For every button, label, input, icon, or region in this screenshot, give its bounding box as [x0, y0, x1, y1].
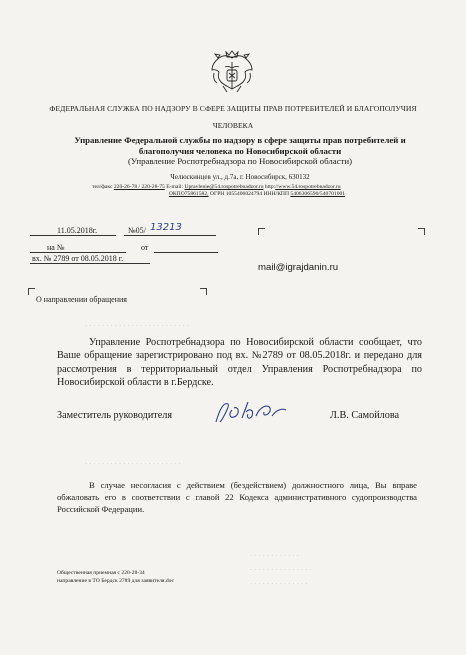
- signature-icon: [212, 396, 290, 428]
- email-label: E-mail:: [166, 184, 184, 190]
- phone-number: 220-26-78 / 220-28-75: [113, 184, 165, 190]
- date-underline: [30, 235, 116, 236]
- inn-value: 5406306590/540701001: [290, 191, 346, 197]
- requisites-line: [92, 191, 422, 197]
- email-link[interactable]: Upravlenie@54.rospotrebnadzor.ru: [184, 184, 264, 190]
- ghost-text: . . . . . . . . . . . . . . .: [250, 562, 312, 572]
- office-name: Управление Федеральной службы по надзору в сфере защиты прав потребителей и благополучия человека по Новосибирской области: [74, 135, 406, 156]
- letter-number-label: №05/: [128, 226, 146, 235]
- signer-name: Л.В. Самойлова: [330, 410, 400, 421]
- ref-number-label: на №: [47, 243, 65, 252]
- body-paragraph: Управление Роспотребнадзора по Новосибирской области сообщает, что Ваше обращение зарегистрировано под вх. №2789 от 08.05.2018г. и передано для рассмотрения в территориальный отдел Управления Роспотребнадзора по Новосибирской области в г.Бердске.: [57, 337, 422, 389]
- letter-body: [57, 336, 422, 390]
- contacts-line: [92, 183, 458, 191]
- subject-corner-tl: [28, 288, 35, 295]
- executor-line-1: Общественная приемная с 220-28-34: [57, 570, 145, 576]
- ref-date-label: от: [141, 243, 149, 252]
- addressee-corner-tl: [258, 228, 265, 235]
- recipient-email: mail@igrajdanin.ru: [258, 262, 339, 273]
- ref-date-underline: [154, 252, 218, 253]
- agency-name-cont: ЧЕЛОВЕКА: [212, 121, 254, 130]
- subject-corner-tr: [200, 288, 207, 295]
- letter-subject: О направлении обращения: [36, 295, 127, 304]
- executor-info: [57, 570, 187, 585]
- ghost-text: . . . . . . . . . . . . . . . . . . . . . . .: [85, 456, 181, 466]
- ghost-text: . . . . . . . . . . . . . .: [250, 576, 308, 586]
- incoming-ref: вх. № 2789 от 08.05.2018 г.: [32, 254, 124, 263]
- phone-label: тел/факс: [92, 184, 113, 190]
- coat-of-arms-icon: [209, 49, 255, 99]
- site-label: http:: [264, 184, 276, 190]
- agency-name: ФЕДЕРАЛЬНАЯ СЛУЖБА ПО НАДЗОРУ В СФЕРЕ ЗАЩИТЫ ПРАВ ПОТРЕБИТЕЛЕЙ И БЛАГОПОЛУЧИЯ: [49, 104, 417, 113]
- inn-label: ИНН/КПП: [263, 191, 289, 197]
- incoming-underline: [30, 263, 150, 264]
- office-abbreviation: (Управление Роспотребнадзора по Новосибирской области): [127, 156, 352, 166]
- letter-date: 11.05.2018г.: [57, 226, 98, 235]
- addressee-corner-tr: [418, 228, 425, 235]
- ogrn: ОГРН 1055406024794: [209, 191, 263, 197]
- executor-line-2: направление в ТО Бердск 2789 для заявителя.doc: [57, 577, 174, 584]
- number-underline: [124, 235, 216, 236]
- ref-underline: [30, 252, 126, 253]
- okpo: ОКПО75861582,: [168, 191, 209, 197]
- ghost-text: . . . . . . . . . . . .: [250, 548, 299, 558]
- ghost-text: . . . . . . . . . . . . . . . . . . . . . . . . .: [85, 318, 190, 328]
- site-link[interactable]: //www.54.rospotrebnadzor.ru: [275, 184, 341, 190]
- appeal-note: [57, 480, 417, 515]
- office-address: Челюскинцев ул., д.7а, г. Новосибирск, 630132: [170, 173, 310, 181]
- signer-position: Заместитель руководителя: [57, 410, 173, 421]
- appeal-note-text: В случае несогласия с действием (бездействием) должностного лица, Вы вправе обжаловать его в соответствии с главой 22 Кодекса административного судопроизводства Российской Федерации.: [57, 480, 417, 514]
- letter-number-handwritten: 13213: [150, 222, 182, 233]
